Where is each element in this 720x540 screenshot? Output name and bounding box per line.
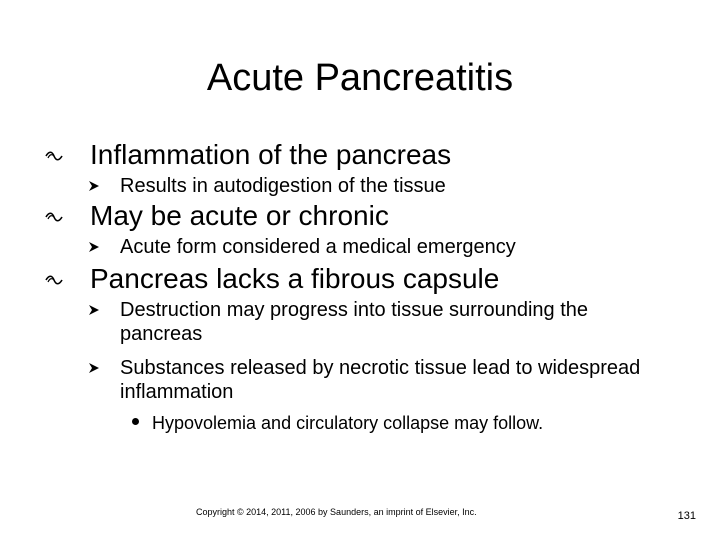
flourish-bullet-icon	[44, 274, 64, 286]
arrowhead-bullet-icon	[88, 362, 100, 374]
sub-bullet-text: Substances released by necrotic tissue lead to widespread inflammation	[120, 357, 641, 403]
dot-bullet-icon	[132, 418, 139, 425]
arrowhead-bullet-icon	[88, 304, 100, 316]
sub-bullet-text: Results in autodigestion of the tissue	[120, 175, 446, 197]
sub-bullet-text: Destruction may progress into tissue surrounding the pancreas	[120, 299, 589, 345]
slide-title: Acute Pancreatitis	[206, 57, 514, 99]
flourish-bullet-icon	[44, 150, 64, 162]
arrowhead-bullet-icon	[88, 241, 100, 253]
bullet-text: Inflammation of the pancreas	[90, 139, 452, 170]
bullet-text: May be acute or chronic	[90, 200, 389, 231]
page-number: 131	[677, 510, 696, 522]
arrowhead-bullet-icon	[88, 180, 100, 192]
sub-bullet-text: Acute form considered a medical emergency	[120, 236, 516, 258]
sub-sub-bullet-text: Hypovolemia and circulatory collapse may follow.	[152, 413, 544, 433]
copyright-footer: Copyright © 2014, 2011, 2006 by Saunders, an imprint of Elsevier, Inc.	[196, 507, 477, 517]
bullet-text: Pancreas lacks a fibrous capsule	[90, 263, 500, 294]
flourish-bullet-icon	[44, 211, 64, 223]
